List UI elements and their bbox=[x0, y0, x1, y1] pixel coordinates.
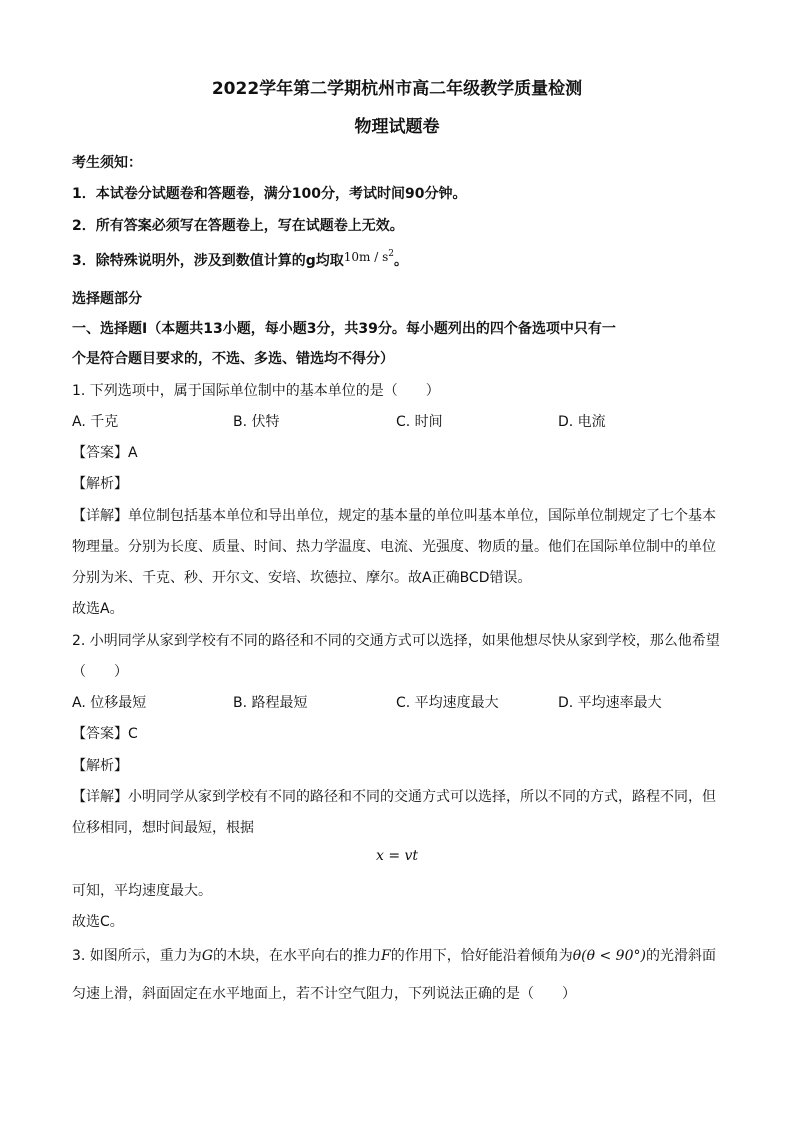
q2-answer: 【答案】C bbox=[72, 726, 138, 742]
notice-item-1: 1．本试卷分试题卷和答题卷，满分100分，考试时间90分钟。 bbox=[72, 186, 467, 202]
part1-instructions-line1: 一、选择题Ⅰ（本题共13小题，每小题3分，共39分。每小题列出的四个备选项中只有一 bbox=[72, 321, 616, 337]
section-label: 选择题部分 bbox=[72, 291, 142, 307]
q2-stem-line2: （ ） bbox=[72, 664, 128, 680]
q3-stem-part-b: 的木块，在水平向右的推力 bbox=[213, 948, 381, 964]
q3-stem-part-d: 的光滑斜面 bbox=[645, 948, 716, 964]
q2-formula: x = vt bbox=[375, 848, 419, 864]
q2-detail-line1: 【详解】小明同学从家到学校有不同的路径和不同的交通方式可以选择，所以不同的方式，路程不同，但 bbox=[72, 789, 716, 805]
q1-analysis-label: 【解析】 bbox=[72, 476, 128, 492]
gravity-unit-base: 10m / s bbox=[343, 250, 389, 264]
notice-item-3-text: 3．除特殊说明外，涉及到数值计算的g均取 bbox=[72, 253, 344, 269]
exam-title: 2022学年第二学期杭州市高二年级教学质量检测 bbox=[211, 79, 583, 99]
notice-item-3 bbox=[72, 250, 732, 270]
notice-item-2: 2．所有答案必须写在答题卷上，写在试题卷上无效。 bbox=[72, 218, 404, 234]
q3-stem-part-a: 3. 如图所示，重力为 bbox=[72, 948, 202, 964]
q3-gravity-symbol: G bbox=[201, 948, 213, 964]
q2-detail-line2: 位移相同，想时间最短，根据 bbox=[72, 820, 254, 836]
q3-stem-line2: 匀速上滑，斜面固定在水平地面上，若不计空气阻力，下列说法正确的是（ ） bbox=[72, 986, 576, 1002]
q1-option-d: D. 电流 bbox=[558, 414, 606, 430]
q3-angle-expression: θ(θ < 90°) bbox=[572, 948, 646, 964]
q1-option-c: C. 时间 bbox=[396, 414, 443, 430]
q3-force-symbol: F bbox=[381, 948, 391, 964]
exam-subtitle: 物理试题卷 bbox=[354, 117, 440, 137]
q1-conclusion: 故选A。 bbox=[72, 601, 124, 617]
notice-heading: 考生须知： bbox=[72, 155, 142, 171]
q1-stem: 1. 下列选项中，属于国际单位制中的基本单位的是（ ） bbox=[72, 383, 440, 399]
q1-detail-line3: 分别为米、千克、秒、开尔文、安培、坎德拉、摩尔。故A正确BCD错误。 bbox=[72, 570, 532, 586]
q2-option-d: D. 平均速率最大 bbox=[558, 695, 662, 711]
q2-analysis-label: 【解析】 bbox=[72, 758, 128, 774]
q1-answer: 【答案】A bbox=[72, 445, 138, 461]
q1-detail-line2: 物理量。分别为长度、质量、时间、热力学温度、电流、光强度、物质的量。他们在国际单位制中的单位 bbox=[72, 539, 716, 555]
notice-item-3-end: 。 bbox=[393, 253, 408, 269]
gravity-unit-exponent: 2 bbox=[388, 249, 394, 259]
q2-conclusion: 故选C。 bbox=[72, 914, 124, 930]
part1-instructions-line2: 个是符合题目要求的，不选、多选、错选均不得分） bbox=[72, 351, 394, 367]
q1-option-a: A. 千克 bbox=[72, 414, 119, 430]
q2-stem-line1: 2. 小明同学从家到学校有不同的路径和不同的交通方式可以选择，如果他想尽快从家到学校，那么他希望 bbox=[72, 633, 720, 649]
q3-stem-part-c: 的作用下，恰好能沿着倾角为 bbox=[390, 948, 573, 964]
q2-option-c: C. 平均速度最大 bbox=[396, 695, 499, 711]
q1-option-b: B. 伏特 bbox=[233, 414, 280, 430]
q1-detail-line1: 【详解】单位制包括基本单位和导出单位，规定的基本量的单位叫基本单位，国际单位制规定了七个基本 bbox=[72, 508, 716, 524]
q2-option-b: B. 路程最短 bbox=[233, 695, 308, 711]
q3-stem-line1 bbox=[72, 945, 732, 965]
q2-after-formula: 可知，平均速度最大。 bbox=[72, 883, 212, 899]
gravity-unit bbox=[344, 250, 394, 264]
q2-option-a: A. 位移最短 bbox=[72, 695, 147, 711]
